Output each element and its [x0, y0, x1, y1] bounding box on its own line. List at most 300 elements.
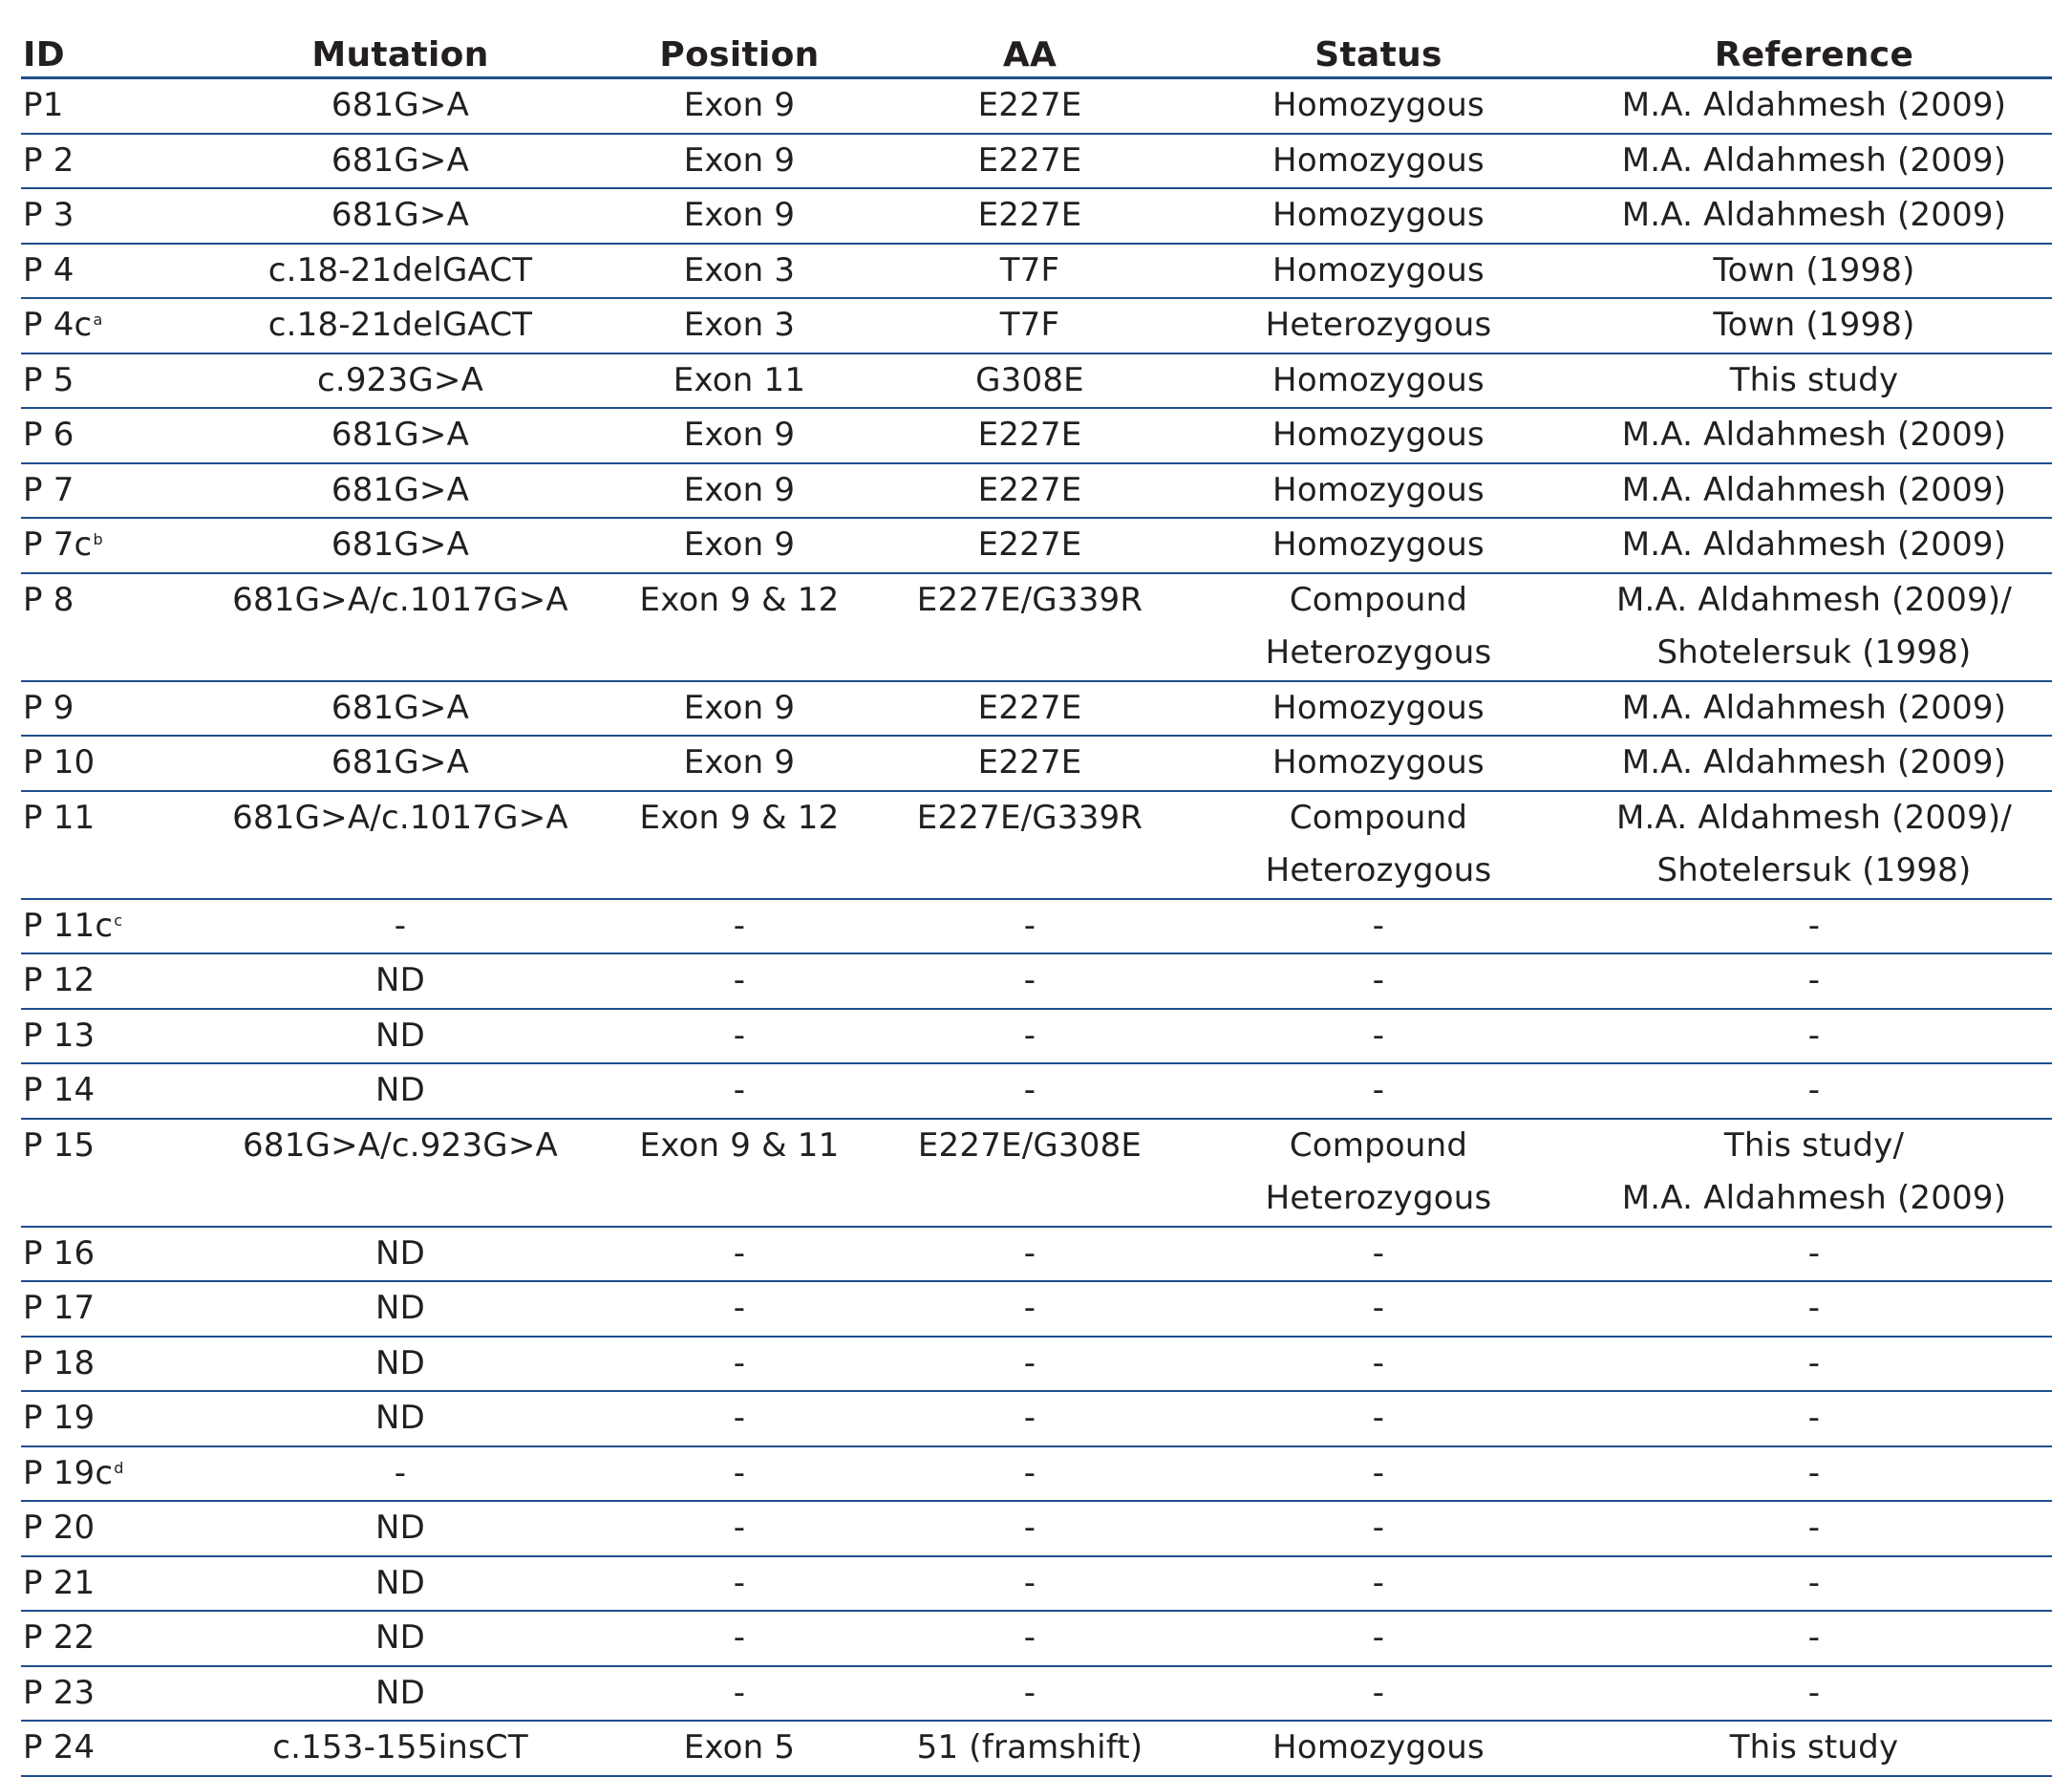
- cell-aa: E227E: [879, 188, 1181, 244]
- table-row: [21, 1556, 2052, 1612]
- cell-status: [1181, 518, 1576, 573]
- cell-id-text: P 19c: [23, 1453, 114, 1492]
- cell-status-line: -: [1372, 1071, 1385, 1109]
- table-row: [21, 1501, 2052, 1556]
- cell-aa: -: [879, 899, 1181, 954]
- table-row: [21, 1611, 2052, 1666]
- header-mutation: Mutation: [201, 19, 600, 78]
- header-position: Position: [600, 19, 879, 78]
- cell-id-text: P 13: [23, 1016, 96, 1055]
- cell-id-text: P 16: [23, 1233, 96, 1273]
- table-row: [21, 1337, 2052, 1392]
- cell-id-text: P 6: [23, 416, 75, 454]
- cell-mutation: ND: [201, 1611, 600, 1666]
- cell-id-text: P 5: [23, 360, 75, 399]
- cell-position: Exon 3: [600, 244, 879, 299]
- table-row: [21, 791, 2052, 899]
- cell-reference-line: -: [1807, 1509, 1821, 1547]
- cell-reference: [1576, 1009, 2052, 1064]
- cell-mutation: 681G>A: [201, 188, 600, 244]
- cell-id-text: P 19: [23, 1399, 96, 1437]
- table-row: [21, 681, 2052, 737]
- cell-status: [1181, 188, 1576, 244]
- cell-reference: [1576, 1666, 2052, 1722]
- cell-mutation: c.18-21delGACT: [201, 244, 600, 299]
- cell-reference: [1576, 1446, 2052, 1502]
- cell-status-line: Compound: [1289, 580, 1468, 619]
- cell-status: [1181, 134, 1576, 189]
- cell-position: -: [600, 1666, 879, 1722]
- cell-mutation: 681G>A: [201, 681, 600, 737]
- cell-id: [21, 1281, 201, 1337]
- cell-mutation: ND: [201, 1009, 600, 1064]
- cell-reference-line: M.A. Aldahmesh (2009): [1621, 743, 2007, 781]
- cell-reference: [1576, 1063, 2052, 1119]
- footnote-marker: d: [114, 1458, 124, 1477]
- cell-status: [1181, 573, 1576, 681]
- cell-reference: [1576, 78, 2052, 134]
- cell-position: Exon 9: [600, 736, 879, 791]
- cell-id: [21, 681, 201, 737]
- cell-reference-line: -: [1807, 1071, 1821, 1109]
- cell-reference-line: -: [1807, 961, 1821, 999]
- cell-status: [1181, 1721, 1576, 1776]
- cell-mutation: 681G>A/c.923G>A: [201, 1119, 600, 1227]
- cell-reference: [1576, 899, 2052, 954]
- cell-reference-line: -: [1807, 1673, 1821, 1712]
- header-aa: AA: [879, 19, 1181, 78]
- cell-id: [21, 463, 201, 519]
- cell-aa: E227E/G339R: [879, 573, 1181, 681]
- cell-status-line: -: [1372, 1509, 1385, 1547]
- cell-mutation: 681G>A: [201, 463, 600, 519]
- cell-mutation: ND: [201, 953, 600, 1009]
- cell-reference-line: -: [1807, 1016, 1821, 1055]
- table-body: [21, 78, 2052, 1776]
- cell-id-text: P 8: [23, 580, 75, 619]
- cell-status-line: -: [1372, 1233, 1385, 1273]
- cell-position: Exon 9 & 11: [600, 1119, 879, 1227]
- cell-status-line: -: [1372, 1343, 1385, 1382]
- cell-id-text: P1: [23, 86, 64, 124]
- cell-reference: [1576, 1501, 2052, 1556]
- cell-id-text: P 9: [23, 688, 75, 727]
- cell-status: [1181, 463, 1576, 519]
- cell-mutation: ND: [201, 1063, 600, 1119]
- cell-reference-line: This study/: [1723, 1125, 1905, 1165]
- cell-id-text: P 3: [23, 196, 75, 234]
- cell-status: [1181, 1501, 1576, 1556]
- cell-position: -: [600, 899, 879, 954]
- cell-reference-line: M.A. Aldahmesh (2009): [1621, 86, 2007, 124]
- cell-aa: -: [879, 953, 1181, 1009]
- cell-id: [21, 736, 201, 791]
- cell-reference-line: M.A. Aldahmesh (2009): [1621, 1179, 2007, 1217]
- cell-aa: G308E: [879, 353, 1181, 409]
- cell-id-text: P 14: [23, 1071, 96, 1109]
- cell-reference-line: M.A. Aldahmesh (2009): [1621, 525, 2007, 564]
- cell-position: -: [600, 1501, 879, 1556]
- cell-id: [21, 1391, 201, 1446]
- cell-reference-line: M.A. Aldahmesh (2009): [1621, 470, 2007, 509]
- cell-position: -: [600, 1281, 879, 1337]
- cell-status-line: -: [1372, 1016, 1385, 1055]
- table-row: [21, 134, 2052, 189]
- cell-status-line: Homozygous: [1272, 196, 1485, 234]
- cell-status-line: Homozygous: [1272, 360, 1485, 399]
- cell-status: [1181, 736, 1576, 791]
- cell-mutation: ND: [201, 1666, 600, 1722]
- cell-position: -: [600, 1009, 879, 1064]
- cell-mutation: ND: [201, 1281, 600, 1337]
- cell-reference-line: M.A. Aldahmesh (2009): [1621, 688, 2007, 727]
- cell-aa: -: [879, 1009, 1181, 1064]
- cell-status-line: -: [1372, 1563, 1385, 1602]
- cell-status-line: Homozygous: [1272, 688, 1485, 727]
- cell-mutation: ND: [201, 1337, 600, 1392]
- cell-position: -: [600, 1446, 879, 1502]
- table-header-row: [21, 19, 2052, 78]
- cell-position: Exon 9: [600, 188, 879, 244]
- cell-reference-line: -: [1807, 1563, 1821, 1602]
- cell-position: Exon 9: [600, 134, 879, 189]
- cell-mutation: 681G>A: [201, 518, 600, 573]
- cell-id-text: P 11c: [23, 906, 114, 945]
- cell-reference: [1576, 1556, 2052, 1612]
- cell-reference: [1576, 408, 2052, 463]
- cell-reference-line: -: [1807, 1453, 1821, 1492]
- cell-status-line: -: [1372, 1673, 1385, 1712]
- cell-id-text: P 12: [23, 961, 96, 999]
- cell-position: -: [600, 1227, 879, 1282]
- cell-reference-line: M.A. Aldahmesh (2009)/: [1615, 798, 2013, 837]
- table-row: [21, 463, 2052, 519]
- cell-id: [21, 1721, 201, 1776]
- table-row: [21, 1666, 2052, 1722]
- cell-status-line: -: [1372, 1453, 1385, 1492]
- cell-reference-line: Shotelersuk (1998): [1656, 851, 1972, 889]
- cell-status-line: Homozygous: [1272, 470, 1485, 509]
- cell-status: [1181, 408, 1576, 463]
- cell-position: Exon 9: [600, 681, 879, 737]
- cell-status: [1181, 78, 1576, 134]
- cell-reference: [1576, 736, 2052, 791]
- cell-mutation: -: [201, 1446, 600, 1502]
- cell-id-text: P 21: [23, 1563, 96, 1602]
- cell-position: Exon 9 & 12: [600, 791, 879, 899]
- cell-id: [21, 244, 201, 299]
- table-row: [21, 1119, 2052, 1227]
- cell-aa: E227E: [879, 78, 1181, 134]
- cell-mutation: ND: [201, 1227, 600, 1282]
- cell-id: [21, 1119, 201, 1227]
- cell-id: [21, 953, 201, 1009]
- cell-status: [1181, 1063, 1576, 1119]
- cell-reference: [1576, 134, 2052, 189]
- table-row: [21, 408, 2052, 463]
- header-reference: Reference: [1576, 19, 2052, 78]
- cell-status-line: -: [1372, 1618, 1385, 1657]
- cell-reference-line: M.A. Aldahmesh (2009): [1621, 196, 2007, 234]
- cell-reference-line: M.A. Aldahmesh (2009): [1621, 416, 2007, 454]
- cell-id-text: P 10: [23, 743, 96, 781]
- cell-reference: [1576, 518, 2052, 573]
- cell-reference: [1576, 1611, 2052, 1666]
- cell-reference-line: -: [1807, 1343, 1821, 1382]
- cell-status: [1181, 1227, 1576, 1282]
- cell-status-line: Heterozygous: [1265, 306, 1492, 344]
- cell-reference: [1576, 463, 2052, 519]
- cell-position: Exon 9: [600, 518, 879, 573]
- cell-status-line: Compound: [1289, 798, 1468, 837]
- cell-id: [21, 1009, 201, 1064]
- cell-status-line: -: [1372, 906, 1385, 945]
- cell-status-line: Homozygous: [1272, 86, 1485, 124]
- cell-reference: [1576, 1721, 2052, 1776]
- cell-status-line: Homozygous: [1272, 743, 1485, 781]
- cell-id-text: P 7: [23, 470, 75, 509]
- cell-reference-line: Town (1998): [1713, 250, 1915, 289]
- table-row: [21, 573, 2052, 681]
- cell-aa: E227E: [879, 408, 1181, 463]
- cell-reference-line: M.A. Aldahmesh (2009): [1621, 140, 2007, 180]
- cell-position: Exon 9: [600, 78, 879, 134]
- cell-id: [21, 408, 201, 463]
- cell-id: [21, 1556, 201, 1612]
- cell-aa: E227E/G308E: [879, 1119, 1181, 1227]
- cell-reference-line: -: [1807, 1233, 1821, 1273]
- cell-id: [21, 188, 201, 244]
- cell-reference-line: -: [1807, 1618, 1821, 1657]
- cell-reference-line: This study: [1729, 1728, 1899, 1766]
- cell-id-text: P 4c: [23, 306, 93, 344]
- cell-reference-line: -: [1807, 1289, 1821, 1327]
- cell-status: [1181, 791, 1576, 899]
- cell-mutation: ND: [201, 1501, 600, 1556]
- cell-id: [21, 1337, 201, 1392]
- cell-reference: [1576, 298, 2052, 353]
- cell-status: [1181, 353, 1576, 409]
- cell-aa: -: [879, 1227, 1181, 1282]
- cell-id-text: P 17: [23, 1289, 96, 1327]
- cell-id-text: P 2: [23, 140, 75, 180]
- cell-status: [1181, 1666, 1576, 1722]
- cell-reference-line: -: [1807, 906, 1821, 945]
- cell-reference: [1576, 188, 2052, 244]
- cell-reference: [1576, 791, 2052, 899]
- cell-aa: T7F: [879, 298, 1181, 353]
- cell-mutation: ND: [201, 1556, 600, 1612]
- table-row: [21, 518, 2052, 573]
- cell-aa: E227E: [879, 736, 1181, 791]
- cell-position: -: [600, 1063, 879, 1119]
- table-row: [21, 1009, 2052, 1064]
- cell-reference: [1576, 1119, 2052, 1227]
- cell-id: [21, 298, 201, 353]
- table-row: [21, 1281, 2052, 1337]
- cell-status: [1181, 1337, 1576, 1392]
- cell-mutation: 681G>A: [201, 736, 600, 791]
- cell-status: [1181, 1281, 1576, 1337]
- cell-mutation: 681G>A/c.1017G>A: [201, 573, 600, 681]
- cell-id-text: P 22: [23, 1618, 96, 1657]
- cell-position: Exon 9 & 12: [600, 573, 879, 681]
- cell-aa: -: [879, 1391, 1181, 1446]
- cell-reference: [1576, 353, 2052, 409]
- cell-id: [21, 1501, 201, 1556]
- cell-status: [1181, 1556, 1576, 1612]
- cell-mutation: 681G>A: [201, 134, 600, 189]
- table-row: [21, 298, 2052, 353]
- cell-id: [21, 1227, 201, 1282]
- cell-id: [21, 518, 201, 573]
- cell-reference: [1576, 1337, 2052, 1392]
- cell-id-text: P 15: [23, 1125, 96, 1165]
- cell-status-line: -: [1372, 1289, 1385, 1327]
- cell-status: [1181, 1119, 1576, 1227]
- table-row: [21, 899, 2052, 954]
- cell-status-line: Heterozygous: [1265, 1179, 1492, 1217]
- cell-status-line: -: [1372, 961, 1385, 999]
- cell-position: Exon 3: [600, 298, 879, 353]
- cell-aa: E227E: [879, 681, 1181, 737]
- cell-mutation: -: [201, 899, 600, 954]
- cell-mutation: 681G>A/c.1017G>A: [201, 791, 600, 899]
- cell-status-line: -: [1372, 1399, 1385, 1437]
- cell-status: [1181, 681, 1576, 737]
- cell-id: [21, 78, 201, 134]
- footnote-marker: b: [93, 530, 103, 548]
- cell-reference: [1576, 681, 2052, 737]
- mutation-table-container: [21, 19, 2052, 1777]
- cell-mutation: c.923G>A: [201, 353, 600, 409]
- cell-status: [1181, 1611, 1576, 1666]
- cell-id-text: P 20: [23, 1509, 96, 1547]
- cell-position: Exon 9: [600, 408, 879, 463]
- cell-aa: E227E: [879, 518, 1181, 573]
- cell-aa: -: [879, 1666, 1181, 1722]
- cell-position: -: [600, 953, 879, 1009]
- cell-reference: [1576, 1391, 2052, 1446]
- table-row: [21, 1391, 2052, 1446]
- cell-status-line: Heterozygous: [1265, 851, 1492, 889]
- cell-aa: T7F: [879, 244, 1181, 299]
- table-row: [21, 1063, 2052, 1119]
- cell-mutation: 681G>A: [201, 78, 600, 134]
- header-id: ID: [21, 19, 201, 78]
- header-status: Status: [1181, 19, 1576, 78]
- cell-mutation: ND: [201, 1391, 600, 1446]
- cell-position: Exon 9: [600, 463, 879, 519]
- mutation-table: [21, 19, 2052, 1777]
- cell-status: [1181, 1446, 1576, 1502]
- cell-id: [21, 791, 201, 899]
- cell-id: [21, 573, 201, 681]
- cell-aa: -: [879, 1611, 1181, 1666]
- cell-status: [1181, 1391, 1576, 1446]
- cell-reference: [1576, 953, 2052, 1009]
- cell-mutation: 681G>A: [201, 408, 600, 463]
- cell-aa: -: [879, 1501, 1181, 1556]
- cell-reference-line: Town (1998): [1713, 306, 1915, 344]
- cell-status-line: Homozygous: [1272, 416, 1485, 454]
- cell-aa: E227E/G339R: [879, 791, 1181, 899]
- cell-reference-line: Shotelersuk (1998): [1656, 633, 1972, 672]
- cell-id: [21, 353, 201, 409]
- cell-id: [21, 1063, 201, 1119]
- cell-status-line: Homozygous: [1272, 525, 1485, 564]
- cell-position: -: [600, 1556, 879, 1612]
- cell-status-line: Homozygous: [1272, 1728, 1485, 1766]
- cell-position: -: [600, 1391, 879, 1446]
- cell-position: -: [600, 1611, 879, 1666]
- cell-id-text: P 24: [23, 1728, 96, 1766]
- cell-position: Exon 11: [600, 353, 879, 409]
- cell-id: [21, 1611, 201, 1666]
- cell-id-text: P 18: [23, 1343, 96, 1382]
- table-row: [21, 1446, 2052, 1502]
- cell-status: [1181, 899, 1576, 954]
- table-row: [21, 953, 2052, 1009]
- cell-status: [1181, 244, 1576, 299]
- cell-id-text: P 11: [23, 798, 96, 837]
- table-row: [21, 244, 2052, 299]
- cell-aa: E227E: [879, 134, 1181, 189]
- cell-status-line: Homozygous: [1272, 140, 1485, 180]
- cell-id-text: P 4: [23, 250, 75, 289]
- cell-reference: [1576, 1281, 2052, 1337]
- footnote-marker: c: [114, 910, 123, 930]
- cell-status-line: Homozygous: [1272, 250, 1485, 289]
- cell-id: [21, 134, 201, 189]
- cell-mutation: c.153-155insCT: [201, 1721, 600, 1776]
- table-row: [21, 736, 2052, 791]
- cell-status-line: Heterozygous: [1265, 633, 1492, 672]
- cell-aa: -: [879, 1556, 1181, 1612]
- cell-position: -: [600, 1337, 879, 1392]
- cell-id-text: P 7c: [23, 525, 93, 564]
- cell-reference-line: -: [1807, 1399, 1821, 1437]
- cell-status: [1181, 298, 1576, 353]
- table-row: [21, 353, 2052, 409]
- cell-id-text: P 23: [23, 1673, 96, 1712]
- cell-reference-line: This study: [1729, 360, 1899, 399]
- cell-reference: [1576, 244, 2052, 299]
- cell-aa: -: [879, 1281, 1181, 1337]
- cell-status-line: Compound: [1289, 1125, 1468, 1165]
- cell-id: [21, 1446, 201, 1502]
- cell-aa: -: [879, 1337, 1181, 1392]
- cell-aa: -: [879, 1063, 1181, 1119]
- cell-aa: 51 (framshift): [879, 1721, 1181, 1776]
- cell-aa: E227E: [879, 463, 1181, 519]
- cell-reference: [1576, 1227, 2052, 1282]
- cell-position: Exon 5: [600, 1721, 879, 1776]
- cell-id: [21, 1666, 201, 1722]
- cell-reference-line: M.A. Aldahmesh (2009)/: [1615, 580, 2013, 619]
- cell-status: [1181, 953, 1576, 1009]
- table-row: [21, 1721, 2052, 1776]
- cell-reference: [1576, 573, 2052, 681]
- cell-status: [1181, 1009, 1576, 1064]
- cell-id: [21, 899, 201, 954]
- cell-aa: -: [879, 1446, 1181, 1502]
- cell-mutation: c.18-21delGACT: [201, 298, 600, 353]
- table-row: [21, 188, 2052, 244]
- footnote-marker: a: [93, 310, 103, 329]
- table-row: [21, 78, 2052, 134]
- table-row: [21, 1227, 2052, 1282]
